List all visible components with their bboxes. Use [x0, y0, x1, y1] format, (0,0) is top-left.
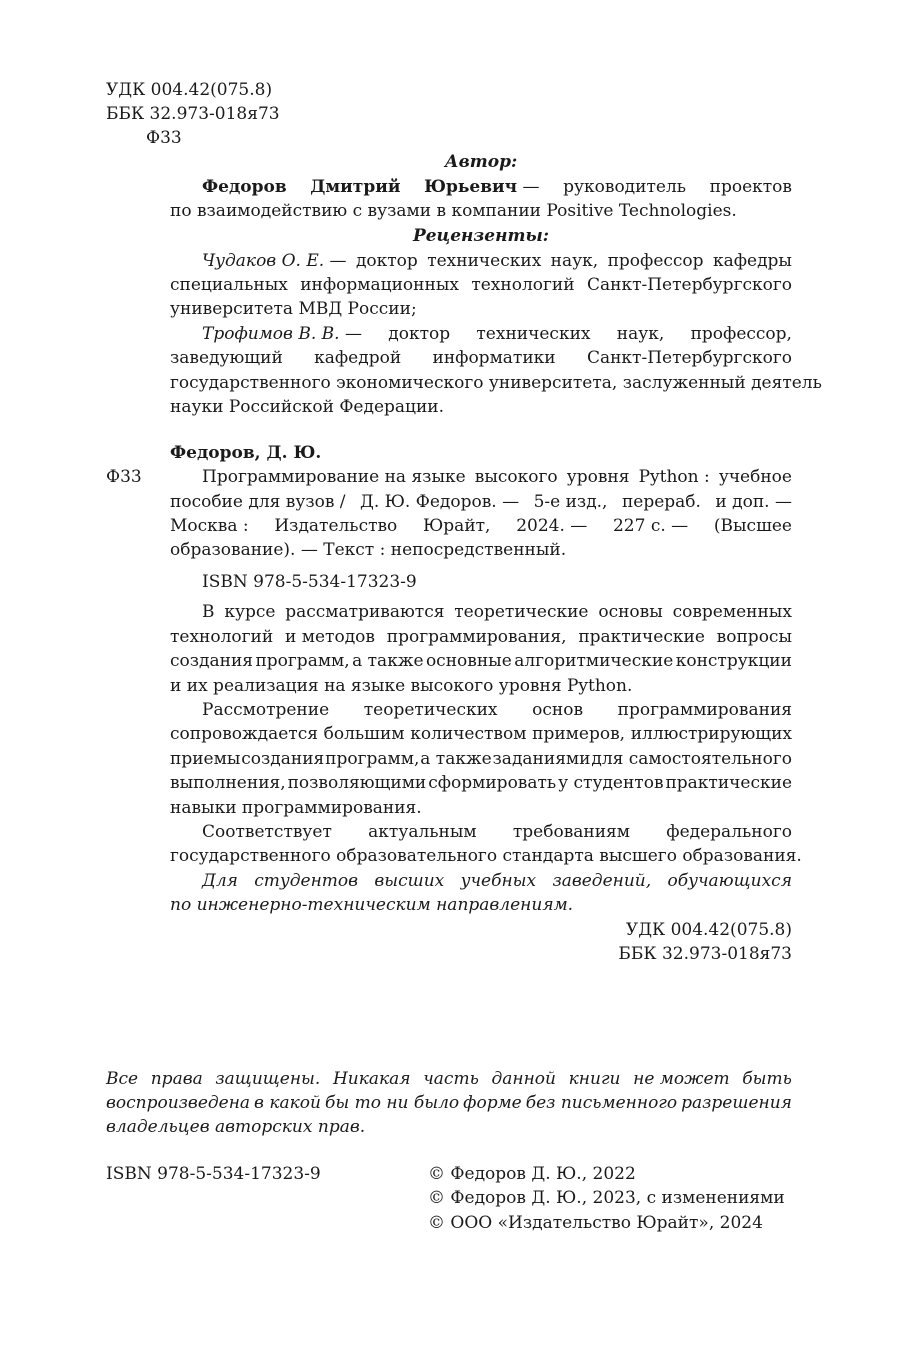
catalog-line-1: Программирование на языке высокого уровня Python : учебное: [202, 467, 792, 487]
reviewer-2-line-4: науки Российской Федерации.: [170, 397, 445, 417]
reviewer-1-line-2: специальных информационных технологий Санкт-Петербургского: [170, 275, 792, 295]
catalog-line-4: образование). — Текст : непосредственный.: [170, 540, 567, 560]
copyright-line-3: © ООО «Издательство Юрайт», 2024: [428, 1213, 763, 1233]
author-line-2: по взаимодействию с вузами в компании Positive Technologies.: [170, 201, 737, 221]
abstract-p1-line-3: создания программ, а также основные алгоритмические конструкции: [170, 651, 792, 671]
reviewers-heading: Рецензенты:: [412, 226, 550, 246]
abstract-p1-line-4: и их реализация на языке высокого уровня Python.: [170, 676, 633, 696]
reviewer-2-line-3: государственного экономического университета, заслуженный деятель: [170, 373, 822, 393]
rights-line-3: владельцев авторских прав.: [106, 1117, 366, 1137]
abstract-p4-line-2: по инженерно-техническим направлениям.: [170, 895, 574, 915]
abstract-p4-line-1: Для студентов высших учебных заведений, обучающихся: [202, 871, 792, 891]
author-mark: Ф33: [146, 128, 182, 148]
catalog-line-2: пособие для вузов / Д. Ю. Федоров. — 5-е изд., перераб. и доп. —: [170, 492, 792, 512]
abstract-p1-line-2: технологий и методов программирования, практические вопросы: [170, 627, 792, 647]
reviewer-1-line-1: Чудаков О. Е. — доктор технических наук, профессор кафедры: [202, 251, 792, 271]
author-heading: Автор:: [444, 152, 518, 172]
abstract-p2-line-2: сопровождается большим количеством примеров, иллюстрирующих: [170, 724, 792, 744]
reviewer-2-line-1: Трофимов В. В. — доктор технических наук, профессор,: [202, 324, 792, 344]
catalog-author: Федоров, Д. Ю.: [170, 443, 322, 463]
udk-code: УДК 004.42(075.8): [106, 80, 273, 100]
author-line-1: Федоров Дмитрий Юрьевич — руководитель проектов: [202, 177, 792, 197]
abstract-p3-line-2: государственного образовательного стандарта высшего образования.: [170, 846, 802, 866]
bottom-bbk-code: ББК 32.973-018я73: [618, 944, 792, 964]
abstract-p3-line-1: Соответствует актуальным требованиям федерального: [202, 822, 792, 842]
reviewer-1-line-3: университета МВД России;: [170, 299, 417, 319]
copyright-line-1: © Федоров Д. Ю., 2022: [428, 1164, 636, 1184]
abstract-p1-line-1: В курсе рассматриваются теоретические основы современных: [202, 602, 792, 622]
abstract-p2-line-1: Рассмотрение теоретических основ программирования: [202, 700, 792, 720]
rights-line-1: Все права защищены. Никакая часть данной книги не может быть: [106, 1069, 792, 1089]
abstract-p2-line-3: приемы создания программ, а также заданиями для самостоятельного: [170, 749, 792, 769]
copyright-line-2: © Федоров Д. Ю., 2023, с изменениями: [428, 1188, 785, 1208]
footer-isbn: ISBN 978-5-534-17323-9: [106, 1164, 321, 1184]
abstract-p2-line-4: выполнения, позволяющими сформировать у студентов практические: [170, 773, 792, 793]
catalog-line-3: Москва : Издательство Юрайт, 2024. — 227 с. — (Высшее: [170, 516, 792, 536]
bbk-code: ББК 32.973-018я73: [106, 104, 280, 124]
reviewer-2-line-2: заведующий кафедрой информатики Санкт-Петербургского: [170, 348, 792, 368]
catalog-mark: Ф33: [106, 467, 142, 487]
rights-line-2: воспроизведена в какой бы то ни было форме без письменного разрешения: [106, 1093, 792, 1113]
catalog-isbn: ISBN 978-5-534-17323-9: [202, 572, 417, 592]
bottom-udk-code: УДК 004.42(075.8): [625, 920, 792, 940]
abstract-p2-line-5: навыки программирования.: [170, 798, 422, 818]
